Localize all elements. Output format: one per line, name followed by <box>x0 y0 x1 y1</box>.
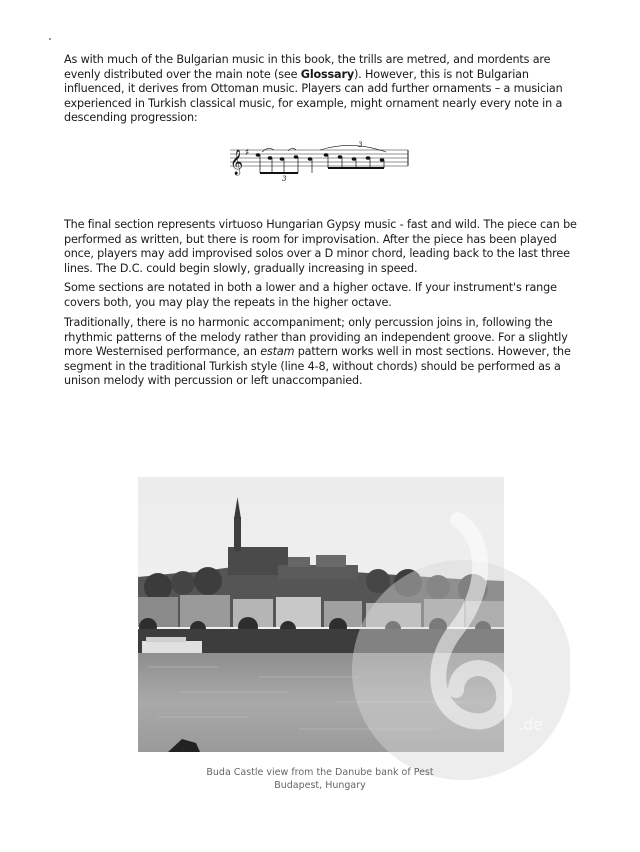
paragraph-ornaments-text-b: ). However, this is not Bulgarian influenced, it derives from Ottoman music. Players can add further ornaments – a musician experienced in Turkish classical music, for example, might ornament nearly every note in a descending progression: <box>64 67 563 124</box>
treble-clef-icon: 𝄞 <box>230 150 244 175</box>
photo-caption-location: Budapest, Hungary <box>274 780 366 791</box>
photo-caption-title: Buda Castle view from the Danube bank of Pest <box>206 767 434 778</box>
triplet-marking: 3 <box>282 175 287 182</box>
page-speck <box>49 38 51 40</box>
triplet-marking: 3 <box>358 141 363 149</box>
estam-term: estam <box>260 345 295 358</box>
ornament-slurs <box>262 145 386 152</box>
photo-illustration <box>138 477 504 752</box>
note-beams <box>260 168 384 173</box>
paragraph-ornaments <box>64 53 584 126</box>
music-notation-example <box>222 138 414 182</box>
paragraph-accompaniment-text-a: Traditionally, there is no harmonic accompaniment; only percussion joins in, following the rhythmic patterns of the melody rather than providing an independent groove. For a slightly more Westernised performance, an <box>64 316 568 358</box>
paragraph-octaves: Some sections are notated in both a lower and a higher octave. If your instrument's range covers both, you may play the repeats in the higher octave. <box>64 281 557 309</box>
key-signature-sharp-icon: ♯ <box>245 148 250 158</box>
glossary-reference: Glossary <box>300 67 354 81</box>
watermark-text: .de <box>518 715 544 734</box>
paragraph-accompaniment <box>64 316 584 389</box>
note-group <box>256 153 385 161</box>
paragraph-ornaments-text-a: As with much of the Bulgarian music in this book, the trills are metred, and mordents are evenly distributed over the main note (see <box>64 53 551 81</box>
paragraph-final-section: The final section represents virtuoso Hungarian Gypsy music - fast and wild. The piece can be performed as written, but there is room for improvisation. After the piece has been played once, players may add improvised solos over a D minor chord, leading back to the last three lines. The D.C. could begin slowly, gradually increasing in speed. <box>64 218 577 275</box>
buda-castle-photo <box>138 477 504 752</box>
paragraph-accompaniment-text-b: pattern works well in most sections. However, the segment in the traditional Turkish style (line 4-8, without chords) should be performed as a unison melody with percussion or left unaccompanied. <box>64 345 571 387</box>
